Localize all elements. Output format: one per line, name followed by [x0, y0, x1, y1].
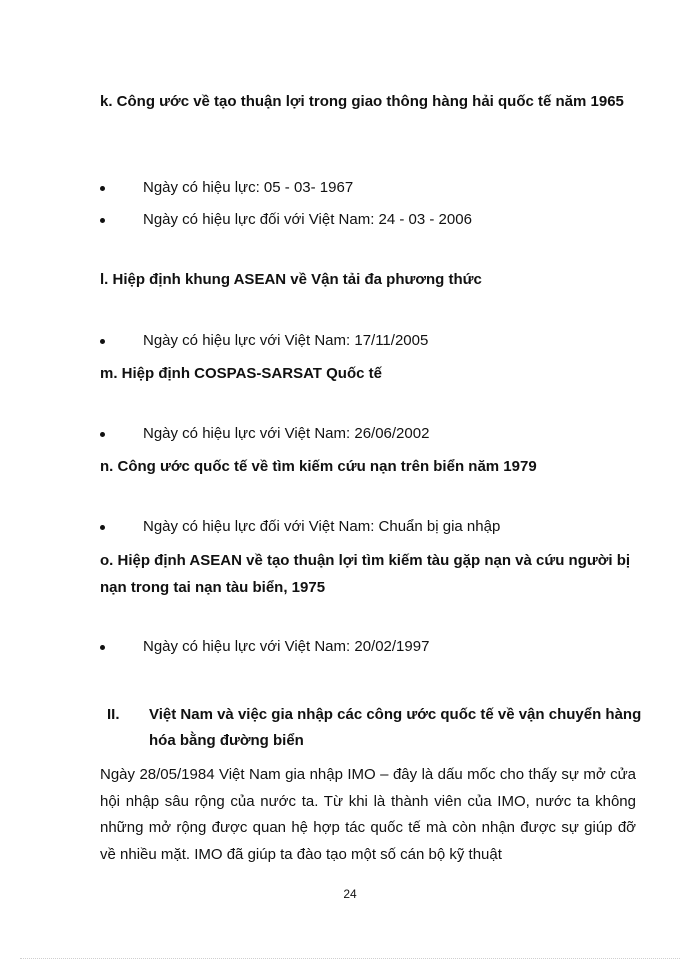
heading-m: m. Hiệp định COSPAS-SARSAT Quốc tế: [100, 365, 382, 382]
body-paragraph: Ngày 28/05/1984 Việt Nam gia nhập IMO – đây là dấu mốc cho thấy sự mở cửa hội nhập sâu rộng của nước ta. Từ khi là thành viên của IMO, nước ta không những mở rộng được quan hệ hợp tác quốc tế mà còn nhận được sự giúp đỡ về nhiều mặt. IMO đã giúp ta đào tạo một số cán bộ kỹ thuật: [100, 766, 636, 863]
list-item-text: Ngày có hiệu lực đối với Việt Nam: 24 - 03 - 2006: [143, 211, 472, 228]
heading-l: l. Hiệp định khung ASEAN về Vận tải đa phương thức: [100, 271, 482, 288]
list-item: [100, 208, 640, 232]
bullet-icon: [100, 186, 105, 191]
heading-k: k. Công ước về tạo thuận lợi trong giao thông hàng hải quốc tế năm 1965: [100, 93, 624, 110]
bullet-icon: [100, 218, 105, 223]
list-item: [100, 176, 640, 200]
list-item: [100, 635, 640, 659]
section-title: Việt Nam và việc gia nhập các công ước quốc tế về vận chuyển hàng hóa bằng đường biển: [149, 706, 642, 749]
list-item-text: Ngày có hiệu lực với Việt Nam: 20/02/1997: [143, 638, 430, 655]
bullet-icon: [100, 645, 105, 650]
list-item-text: Ngày có hiệu lực: 05 - 03- 1967: [143, 179, 354, 196]
heading-n: n. Công ước quốc tế về tìm kiếm cứu nạn trên biển năm 1979: [100, 458, 537, 475]
list-item: [100, 515, 640, 539]
section-number: II.: [107, 706, 120, 723]
heading-o: o. Hiệp định ASEAN về tạo thuận lợi tìm kiếm tàu gặp nạn và cứu người bị nạn trong tai nạn tàu biển, 1975: [100, 552, 631, 596]
bullet-icon: [100, 432, 105, 437]
list-item-text: Ngày có hiệu lực với Việt Nam: 17/11/2005: [143, 332, 429, 349]
bullet-icon: [100, 339, 105, 344]
list-item: [100, 422, 640, 446]
bullet-icon: [100, 525, 105, 530]
page-bottom-divider: [20, 958, 680, 959]
list-item-text: Ngày có hiệu lực với Việt Nam: 26/06/2002: [143, 425, 430, 442]
list-item: [100, 329, 640, 353]
page-number: 24: [343, 887, 357, 901]
list-item-text: Ngày có hiệu lực đối với Việt Nam: Chuẩn bị gia nhập: [143, 518, 501, 535]
